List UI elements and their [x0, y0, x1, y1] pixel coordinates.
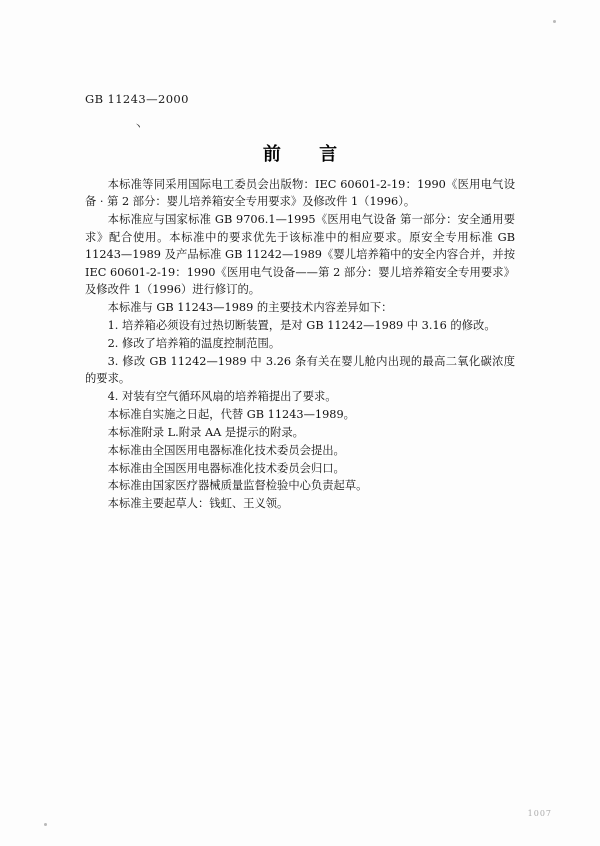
- corner-registration-dot: [44, 823, 47, 826]
- paragraph: 本标准由全国医用电器标准化技术委员会提出。: [107, 443, 345, 457]
- paragraph: 本标准应与国家标准 GB 9706.1—1995《医用电气设备 第一部分：安全通用要求》配合使用。本标准中的要求优先于该标准中的相应要求。原安全专用标准 GB 11243—1989 及产品标准 GB 11242—1989《婴儿培养箱中的安全内容合并，并按 IEC 60601-2-19：1990《医用电气设备——第 2 部分：婴儿培养箱安全专用要求》及修改件 1（1996）进行修订的。: [85, 213, 515, 296]
- list-item: 4. 对装有空气循环风扇的培养箱提出了要求。: [107, 389, 337, 403]
- paragraph: 本标准由全国医用电器标准化技术委员会归口。: [107, 461, 345, 475]
- paragraph: 本标准与 GB 11243—1989 的主要技术内容差异如下：: [107, 300, 393, 314]
- page-number: 1007: [527, 809, 552, 818]
- standard-number: GB 11243—2000: [85, 92, 189, 106]
- paragraph: 本标准主要起草人：钱虹、王义领。: [107, 497, 289, 511]
- paragraph: 本标准由国家医疗器械质量监督检验中心负责起草。: [107, 479, 368, 493]
- paragraph: 本标准等同采用国际电工委员会出版物：IEC 60601-2-19：1990《医用电气设备 · 第 2 部分：婴儿培养箱安全专用要求》及修改件 1（1996）。: [85, 178, 515, 209]
- tick-mark: 丶: [133, 122, 143, 133]
- paragraph: 本标准自实施之日起，代替 GB 11243—1989。: [107, 407, 355, 421]
- foreword-body: [85, 176, 515, 513]
- paragraph: 本标准附录 L.附录 AA 是提示的附录。: [107, 425, 304, 439]
- corner-registration-dot: [553, 20, 556, 23]
- list-item: 3. 修改 GB 11242—1989 中 3.26 条有关在婴儿舱内出现的最高二氧化碳浓度的要求。: [85, 354, 515, 385]
- page-title: 前 言: [262, 144, 354, 165]
- list-item: 1. 培养箱必须设有过热切断装置，是对 GB 11242—1989 中 3.16 的修改。: [107, 318, 496, 332]
- list-item: 2. 修改了培养箱的温度控制范围。: [107, 336, 281, 350]
